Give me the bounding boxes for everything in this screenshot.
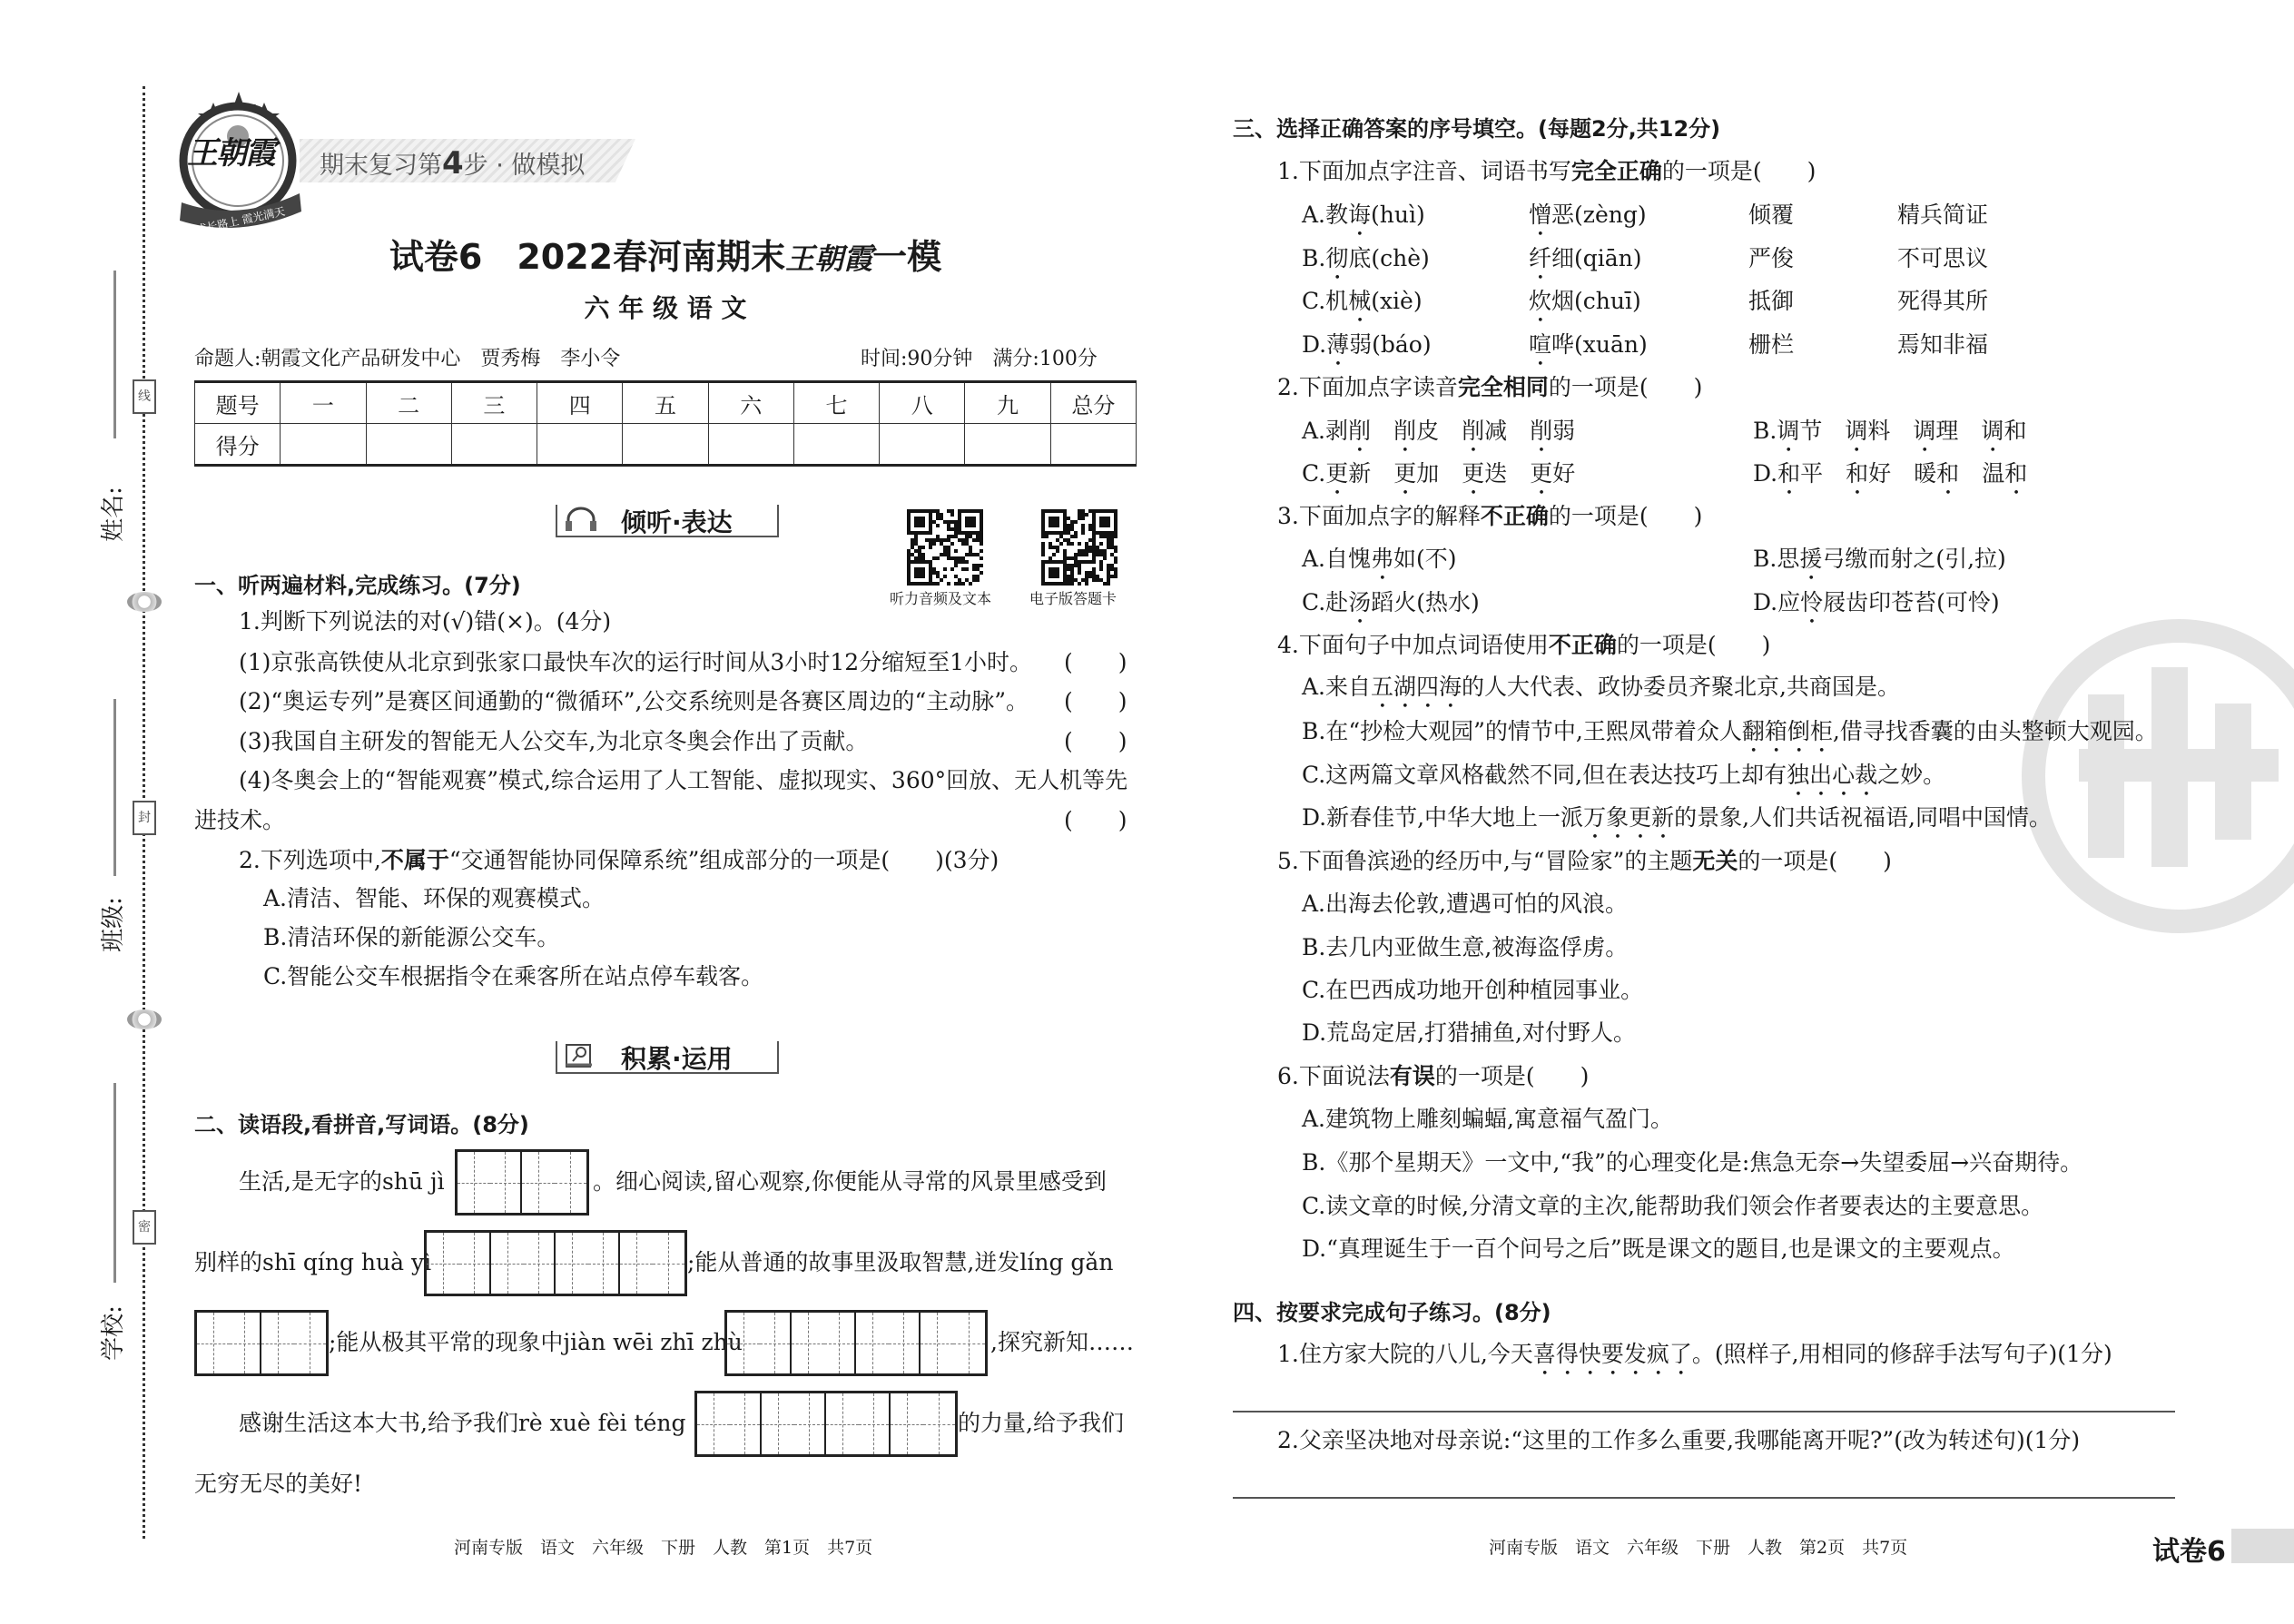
school-label: 学校:	[99, 1305, 127, 1361]
option-item	[1753, 588, 2000, 629]
writing-cell[interactable]	[490, 1152, 523, 1213]
emphasized-text: 调	[1777, 418, 1800, 444]
bold-keyword: 不正确	[1548, 632, 1617, 658]
emphasized-text: 调	[1913, 418, 1936, 444]
option-item	[1302, 588, 1480, 629]
writing-cell[interactable]	[458, 1152, 490, 1213]
emphasized-text: 削	[1348, 418, 1372, 444]
option-item	[1897, 201, 1988, 230]
paragraph-text: 别样的shī qíng huà yì	[194, 1249, 432, 1275]
section-badge-accumulation	[556, 1041, 779, 1074]
writing-cell[interactable]	[824, 1313, 857, 1373]
seal-marker-mi: 密	[133, 1210, 156, 1245]
text-segment: 烟(chuī)	[1551, 288, 1641, 314]
answer-grid[interactable]	[455, 1149, 589, 1216]
score-row-label: 得分	[195, 424, 281, 466]
option-item	[1748, 287, 1794, 316]
text-segment: C.	[1302, 460, 1326, 487]
text-segment: 的人大代表、政协委员齐聚北京,共商国是。	[1462, 674, 1900, 700]
title-suffix: 一模	[872, 237, 942, 277]
writing-cell[interactable]	[921, 1313, 953, 1373]
emphasized-text: 炊	[1529, 288, 1552, 314]
writing-cell[interactable]	[859, 1393, 891, 1454]
text-segment: 平	[1800, 460, 1846, 487]
option-item	[1897, 244, 1988, 273]
option-item: A.建筑物上雕刻蝙蝠,寓意福气盈门。	[1302, 1106, 1673, 1132]
option-item	[1302, 803, 2052, 844]
score-header-cell: 七	[793, 382, 879, 424]
text-segment: A.自愧	[1302, 546, 1372, 572]
emphasized-text: 援	[1799, 546, 1823, 572]
section-heading: 三、选择正确答案的序号填空。(每题2分,共12分)	[1233, 116, 1721, 142]
class-blank-line[interactable]	[113, 699, 116, 876]
text-segment: 弱(báo)	[1349, 331, 1432, 358]
text-segment: C.赴	[1302, 589, 1349, 615]
score-header-cell: 四	[537, 382, 623, 424]
option-item	[1748, 330, 1794, 359]
text-segment: 减	[1484, 418, 1531, 444]
section-heading: 二、读语段,看拼音,写词语。(8分)	[194, 1112, 529, 1137]
score-header-cell: 一	[281, 382, 366, 424]
headphones-icon	[563, 505, 599, 534]
qr-caption-audio: 听力音频及文本	[890, 590, 992, 607]
text-segment: 1.下面加点字注音、词语书写	[1277, 158, 1571, 184]
score-input-cell[interactable]	[1050, 424, 1136, 466]
writing-cell[interactable]	[620, 1233, 653, 1294]
option-item	[1529, 244, 1642, 285]
text-segment: 4.下面句子中加点词语使用	[1277, 632, 1549, 658]
writing-cell[interactable]	[760, 1313, 793, 1373]
answer-grid[interactable]	[194, 1310, 329, 1376]
answer-grid[interactable]	[724, 1310, 988, 1376]
text-segment: D.	[1753, 460, 1778, 487]
emphasized-text: 五湖四海	[1371, 674, 1462, 700]
question-text	[1277, 1062, 1589, 1091]
score-input-cell[interactable]	[366, 424, 451, 466]
text-segment: 加	[1416, 460, 1462, 487]
option-item	[1897, 330, 1988, 359]
emphasized-text: 削	[1462, 418, 1485, 444]
option-item	[1302, 201, 1425, 241]
text-segment: 焉知非福	[1897, 331, 1989, 358]
paragraph-text: ;能从普通的故事里汲取智慧,迸发líng gǎn	[687, 1249, 1114, 1275]
title-brand: 王朝霞	[785, 241, 873, 276]
page-title	[194, 229, 1137, 279]
writing-cell[interactable]	[697, 1393, 730, 1454]
qr-code-answer-card[interactable]	[1041, 509, 1117, 586]
writing-cell[interactable]	[556, 1233, 588, 1294]
text-segment: 严俊	[1748, 245, 1795, 271]
emphasized-text: 诲	[1348, 202, 1372, 228]
text-segment: C.这两篇文章风格截然不同,但在表达技巧上却有	[1302, 762, 1787, 788]
option-item	[1302, 330, 1432, 371]
writing-cell[interactable]	[522, 1152, 555, 1213]
option-item: B.去几内亚做生意,被海盗俘虏。	[1302, 934, 1629, 960]
emphasized-text: 憎	[1529, 202, 1552, 228]
emphasized-text: 械	[1348, 288, 1372, 314]
writing-cell[interactable]	[889, 1313, 921, 1373]
text-segment: 蹈火(热水)	[1371, 589, 1480, 615]
text-segment: B.在“抄检大观园”的情节中,王熙凤带着众人	[1302, 718, 1742, 744]
score-table-header-row	[195, 382, 1137, 424]
writing-cell[interactable]	[524, 1233, 556, 1294]
paragraph-text: ;能从极其平常的现象中jiàn wēi zhī zhù	[329, 1329, 743, 1355]
section-badge-listening	[556, 505, 779, 537]
text-segment: 抵御	[1748, 288, 1795, 314]
emphasized-text: 更	[1393, 460, 1417, 487]
writing-cell[interactable]	[261, 1313, 294, 1373]
text-segment: 和	[2004, 418, 2027, 444]
option-item	[1302, 287, 1423, 328]
text-segment: 皮	[1416, 418, 1462, 444]
text-segment: “交通智能协同保障系统”组成部分的一项是( )(3分)	[448, 847, 999, 873]
text-segment: 1.住方家大院的八儿,今天	[1277, 1341, 1533, 1367]
score-header-cell: 五	[623, 382, 708, 424]
score-header-cell: 总分	[1050, 382, 1136, 424]
text-segment: 死得其所	[1897, 288, 1989, 314]
name-label: 姓名:	[99, 487, 127, 542]
writing-cell[interactable]	[730, 1393, 763, 1454]
score-input-cell[interactable]	[793, 424, 879, 466]
option-item	[1302, 761, 1945, 802]
paragraph-text: 。细心阅读,留心观察,你便能从寻常的风景里感受到	[593, 1168, 1107, 1195]
paper-number-label: 试卷6	[2147, 1529, 2231, 1569]
writing-cell[interactable]	[856, 1313, 889, 1373]
bold-keyword: 完全相同	[1457, 374, 1549, 400]
writing-cell[interactable]	[953, 1313, 986, 1373]
text-segment: 的一项是( )	[1616, 632, 1771, 658]
class-label: 班级:	[99, 897, 127, 952]
emphasized-text: 喧	[1529, 331, 1552, 358]
emphasized-text: 汤	[1348, 589, 1372, 615]
qr-caption-answer-card: 电子版答题卡	[1029, 590, 1117, 607]
writing-cell[interactable]	[923, 1393, 956, 1454]
text-segment	[1371, 418, 1393, 444]
option-item: A.出海去伦敦,遭遇可怕的风浪。	[1302, 891, 1628, 917]
text-segment: B.	[1753, 418, 1777, 444]
emphasized-text: 怜	[1800, 589, 1824, 615]
option-item: C.智能公交车根据指令在乘客所在站点停车载客。	[263, 963, 764, 989]
option-item: D.“真理诞生于一百个问号之后”既是课文的题目,也是课文的主要观点。	[1302, 1235, 2015, 1262]
text-segment: 恶(zèng)	[1551, 202, 1647, 228]
confidential-watermark	[2015, 613, 2294, 940]
paragraph-text: 生活,是无字的shū jì	[239, 1168, 445, 1195]
text-segment: 3.下面加点字的解释	[1277, 503, 1481, 529]
writing-cell[interactable]	[459, 1233, 492, 1294]
section-heading: 四、按要求完成句子练习。(8分)	[1233, 1300, 1551, 1325]
text-segment: B.思	[1753, 546, 1800, 572]
section-heading: 一、听两遍材料,完成练习。(7分)	[194, 573, 521, 598]
text-segment: 5.下面鲁滨逊的经历中,与“冒险家”的主题	[1277, 848, 1693, 874]
writing-cell[interactable]	[230, 1313, 262, 1373]
emphasized-text: 更	[1325, 460, 1349, 487]
score-input-cell[interactable]	[281, 424, 366, 466]
question-text	[1277, 157, 1816, 186]
option-item	[1302, 673, 1900, 714]
subtitle: 六 年 级 语 文	[584, 293, 747, 323]
authors-line: 命题人:朝霞文化产品研发中心 贾秀梅 李小令	[194, 348, 621, 370]
option-item	[1529, 201, 1647, 241]
qr-code-audio[interactable]	[907, 509, 983, 586]
text-segment: 新	[1348, 460, 1394, 487]
text-segment: 细(qiān)	[1551, 245, 1642, 271]
option-item	[1529, 330, 1648, 371]
text-segment: B.	[1302, 245, 1326, 271]
writing-cell[interactable]	[197, 1313, 230, 1373]
writing-cell[interactable]	[794, 1393, 827, 1454]
text-segment: 不可思议	[1897, 245, 1989, 271]
emphasized-text: 和	[1777, 460, 1801, 487]
option-item: C.读文章的时候,分清文章的主次,能帮助我们领会作者要表达的主要意思。	[1302, 1193, 2044, 1219]
score-header-cell: 八	[880, 382, 965, 424]
logo-ribbon-text: 成长路上 霞光满天	[194, 204, 287, 237]
bold-keyword: 有误	[1389, 1063, 1435, 1089]
text-segment: ,借寻找香囊的由头整顿大观园。	[1832, 718, 2158, 744]
emphasized-text: 薄	[1326, 331, 1350, 358]
title-main: 试卷6 2022春河南期末	[389, 237, 786, 277]
emphasized-text: 和	[1936, 460, 1960, 487]
bold-keyword: 4	[442, 145, 464, 182]
judgement-item: (1)京张高铁使从北京到张家口最快车次的运行时间从3小时12分缩短至1小时。	[239, 649, 1033, 675]
option-item	[1529, 287, 1641, 328]
option-item	[1302, 459, 1575, 500]
score-input-cell[interactable]	[451, 424, 537, 466]
paragraph-text: 的力量,给予我们	[958, 1410, 1124, 1436]
answer-grid[interactable]	[424, 1230, 687, 1296]
text-segment: 料	[1867, 418, 1914, 444]
text-segment: D.	[1302, 331, 1327, 358]
bold-keyword: 不正确	[1480, 503, 1549, 529]
answer-line-1[interactable]	[1233, 1411, 2175, 1412]
judgement-item: (2)“奥运专列”是赛区间通勤的“微循环”,公交系统则是各赛区周边的“主动脉”。	[239, 688, 1029, 714]
text-segment: 6.下面说法	[1277, 1063, 1390, 1089]
section-badge-label: 积累·运用	[621, 1044, 733, 1074]
text-segment: 的一项是( )	[1548, 503, 1703, 529]
magnifier-book-icon	[563, 1041, 599, 1070]
text-segment: A.教	[1302, 202, 1349, 228]
question-text	[1277, 373, 1702, 402]
emphasized-text: 更	[1530, 460, 1553, 487]
text-segment: C.机	[1302, 288, 1349, 314]
text-segment: 2.下列选项中,	[239, 847, 381, 873]
text-segment: 如(不)	[1393, 546, 1457, 572]
text-segment: 的一项是( )	[1548, 374, 1703, 400]
emphasized-text: 调	[1845, 418, 1868, 444]
score-header-cell: 六	[708, 382, 793, 424]
emphasized-text: 喜得快要发疯了	[1532, 1341, 1692, 1367]
school-blank-line[interactable]	[113, 1083, 116, 1283]
answer-line-2[interactable]	[1233, 1497, 2175, 1499]
text-segment: 哗(xuān)	[1551, 331, 1648, 358]
text-segment: 期末复习第	[320, 152, 442, 180]
emphasized-text: 独出心裁	[1787, 762, 1878, 788]
emphasized-text: 万象更新	[1583, 804, 1675, 831]
option-item	[1302, 717, 2158, 758]
review-step-text	[320, 145, 585, 182]
text-segment: D.新春佳节,中华大地上一派	[1302, 804, 1584, 831]
question-text: 2.父亲坚决地对母亲说:“这里的工作多么重要,我哪能离开呢?”(改为转述句)(1分)	[1277, 1427, 2081, 1453]
emblem-icon	[127, 592, 162, 612]
option-item	[1748, 201, 1794, 230]
seal-marker-feng: 封	[133, 801, 156, 835]
text-segment: 屐齿印苍苔(可怜)	[1823, 589, 2000, 615]
option-item: B.《那个星期天》一文中,“我”的心理变化是:焦急无奈→失望委屈→兴奋期待。	[1302, 1149, 2083, 1176]
writing-cell[interactable]	[653, 1233, 685, 1294]
question-text: 1.判断下列说法的对(√)错(×)。(4分)	[239, 608, 612, 635]
option-item	[1748, 244, 1794, 273]
name-blank-line[interactable]	[113, 271, 116, 438]
bold-keyword: 不属于	[380, 847, 449, 873]
section-badge-label: 倾听·表达	[621, 507, 733, 537]
writing-cell[interactable]	[555, 1152, 587, 1213]
option-item	[1753, 459, 2027, 500]
option-item	[1302, 417, 1575, 458]
text-segment: A.来自	[1302, 674, 1372, 700]
score-table-score-row	[195, 424, 1137, 466]
emphasized-text: 更	[1462, 460, 1485, 487]
writing-cell[interactable]	[727, 1313, 760, 1373]
text-segment: 的一项是( )	[1434, 1063, 1590, 1089]
footer-right-page: 河南专版 语文 六年级 下册 人教 第2页 共7页	[1489, 1538, 1908, 1558]
writing-cell[interactable]	[891, 1393, 923, 1454]
answer-blank[interactable]: ( )	[1064, 649, 1127, 675]
judgement-item: (4)冬奥会上的“智能观赛”模式,综合运用了人工智能、虚拟现实、360°回放、无人机等先	[239, 767, 1128, 793]
writing-cell[interactable]	[762, 1393, 794, 1454]
question-text	[239, 846, 999, 875]
emphasized-text: 削	[1530, 418, 1553, 444]
option-item: A.清洁、智能、环保的观赛模式。	[263, 885, 605, 911]
emphasized-text: 纤	[1529, 245, 1552, 271]
score-input-cell[interactable]	[708, 424, 793, 466]
text-segment: 精兵简证	[1897, 202, 1989, 228]
option-item	[1753, 417, 2026, 458]
option-item	[1753, 545, 2006, 586]
text-segment: 节	[1799, 418, 1846, 444]
text-segment: 2.下面加点字读音	[1277, 374, 1458, 400]
question-text	[1277, 502, 1702, 531]
logo-brand-text: 王朝霞	[187, 135, 274, 172]
text-segment: 好 暖	[1868, 460, 1937, 487]
score-table	[194, 380, 1137, 467]
text-segment: (huì)	[1371, 202, 1425, 228]
text-segment: 好	[1552, 460, 1576, 487]
score-input-cell[interactable]	[965, 424, 1050, 466]
bold-keyword: 无关	[1692, 848, 1738, 874]
score-header-cell: 九	[965, 382, 1050, 424]
answer-blank[interactable]: ( )	[1064, 807, 1127, 833]
writing-cell[interactable]	[792, 1313, 824, 1373]
text-segment: 弱	[1552, 418, 1576, 444]
answer-grid[interactable]	[694, 1391, 958, 1457]
text-segment: 倾覆	[1748, 202, 1795, 228]
text-segment: 。(照样子,用相同的修辞手法写句子)(1分)	[1691, 1341, 2112, 1367]
option-item: D.荒岛定居,打猎捕鱼,对付野人。	[1302, 1019, 1636, 1046]
text-segment: 之妙。	[1877, 762, 1946, 788]
paragraph-text: 感谢生活这本大书,给予我们rè xuè fèi téng	[239, 1410, 686, 1436]
time-score-line: 时间:90分钟 满分:100分	[861, 348, 1098, 370]
option-item: B.清洁环保的新能源公交车。	[263, 924, 560, 950]
answer-blank[interactable]: ( )	[1064, 688, 1127, 714]
text-segment: 的景象,人们共话祝福语,同唱中国情。	[1674, 804, 2052, 831]
writing-cell[interactable]	[294, 1313, 327, 1373]
emphasized-text: 和	[1846, 460, 1869, 487]
writing-cell[interactable]	[588, 1233, 621, 1294]
judgement-item-continued: 进技术。	[194, 807, 286, 833]
text-segment: 理	[1935, 418, 1982, 444]
writing-cell[interactable]	[427, 1233, 459, 1294]
option-item: C.在巴西成功地开创种植园事业。	[1302, 977, 1644, 1003]
score-input-cell[interactable]	[880, 424, 965, 466]
emphasized-text: 彻	[1325, 245, 1349, 271]
seal-marker-xian: 线	[133, 379, 156, 414]
score-header-cell: 题号	[195, 382, 281, 424]
emphasized-text: 弗	[1371, 546, 1394, 572]
answer-blank[interactable]: ( )	[1064, 728, 1127, 754]
emphasized-text: 调	[1981, 418, 2004, 444]
footer-left-page: 河南专版 语文 六年级 下册 人教 第1页 共7页	[454, 1538, 873, 1558]
paragraph-text: ,探究新知……	[990, 1329, 1134, 1355]
score-header-cell: 三	[451, 382, 537, 424]
option-item	[1302, 244, 1430, 285]
question-text	[1277, 631, 1770, 660]
paragraph-text: 无穷无尽的美好!	[194, 1471, 363, 1497]
text-segment: 底(chè)	[1348, 245, 1430, 271]
text-segment: 弓缴而射之(引,拉)	[1822, 546, 2006, 572]
option-item	[1897, 287, 1988, 316]
text-segment: (xiè)	[1371, 288, 1423, 314]
text-segment: 迭	[1484, 460, 1531, 487]
judgement-item: (3)我国自主研发的智能无人公交车,为北京冬奥会作出了贡献。	[239, 728, 869, 754]
text-segment: 的一项是( )	[1738, 848, 1892, 874]
emphasized-text: 和	[2004, 460, 2028, 487]
bold-keyword: 完全正确	[1570, 158, 1662, 184]
text-segment: 栅栏	[1748, 331, 1795, 358]
question-text	[1277, 1340, 2112, 1381]
score-input-cell[interactable]	[537, 424, 623, 466]
emblem-icon	[127, 1009, 162, 1029]
text-segment: A.剥	[1302, 418, 1349, 444]
text-segment: 步 · 做模拟	[463, 152, 586, 180]
writing-cell[interactable]	[826, 1393, 859, 1454]
writing-cell[interactable]	[491, 1233, 524, 1294]
question-text	[1277, 847, 1892, 876]
text-segment: D.应	[1753, 589, 1801, 615]
paper-number-badge	[2106, 1529, 2294, 1568]
score-input-cell[interactable]	[623, 424, 708, 466]
emphasized-text: 削	[1393, 418, 1417, 444]
text-segment: 的一项是( )	[1661, 158, 1816, 184]
text-segment: 温	[1959, 460, 2005, 487]
score-header-cell: 二	[366, 382, 451, 424]
option-item	[1302, 545, 1457, 586]
emphasized-text: 翻箱倒柜	[1741, 718, 1833, 744]
